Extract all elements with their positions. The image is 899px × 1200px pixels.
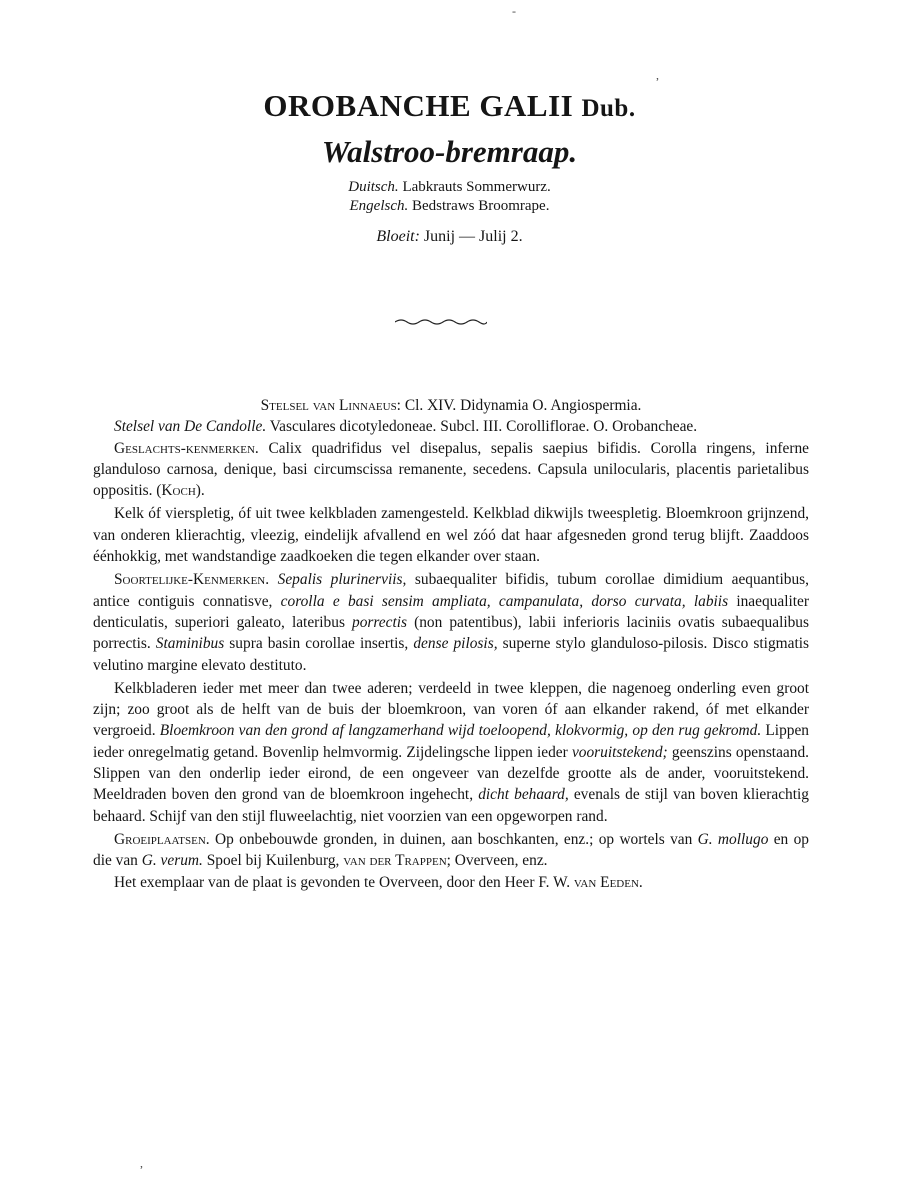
stelsel-linnaeus-label: Stelsel van Linnaeus: xyxy=(260,397,401,414)
name-german xyxy=(0,178,899,197)
stelsel-candolle-text: Vasculares dicotyledoneae. Subcl. III. Corolliflorae. O. Orobancheae. xyxy=(269,418,698,436)
groeiplaatsen-text-4: ; Overveen, enz. xyxy=(446,852,548,870)
stelsel-candolle xyxy=(93,416,809,437)
soortelijke-italic-1: Sepalis plurinerviis, xyxy=(277,571,407,589)
geslachts-kenmerken xyxy=(93,438,809,502)
soortelijke-kenmerken xyxy=(93,569,809,675)
bloei-value: Junij — Julij 2. xyxy=(423,228,523,245)
exemplaar xyxy=(93,872,809,893)
stelsel-candolle-label: Stelsel van De Candolle. xyxy=(114,418,267,436)
soortelijke-dutch-italic-1: Bloemkroon van den grond af langzamerhand wijd toeloopend, klokvormig, op den rug gekromd. xyxy=(159,722,762,740)
title-author: Dub. xyxy=(581,95,636,122)
groeiplaatsen xyxy=(93,829,809,872)
page-title xyxy=(0,88,899,124)
groeiplaatsen-label: Groeiplaatsen. xyxy=(114,830,210,848)
stray-mark-top: - xyxy=(512,4,516,18)
groeiplaatsen-person: van der Trappen xyxy=(343,852,447,870)
soortelijke-label: Soortelijke-Kenmerken. xyxy=(114,571,270,589)
geslachts-text: Calix quadrifidus vel disepalus, sepalis saepius bifidis. Corolla ringens, inferne glanduloso carnosa, denique, basi circumscissa remanente, secedens. Capsula unilocularis, placentis parietalibus oppositis. ( xyxy=(93,439,809,500)
groeiplaatsen-text-1: Op onbebouwde gronden, in duinen, aan boschkanten, enz.; op wortels van xyxy=(214,830,698,848)
geslachts-dutch xyxy=(93,503,809,567)
geslachts-label: Geslachts-kenmerken. xyxy=(114,439,259,457)
soortelijke-italic-4: Staminibus xyxy=(155,635,225,653)
description-body xyxy=(93,395,809,893)
lang-label-german: Duitsch. xyxy=(348,179,399,195)
exemplaar-close: . xyxy=(638,873,643,891)
groeiplaatsen-italic-2: G. verum. xyxy=(141,852,203,870)
groeiplaatsen-italic-1: G. mollugo xyxy=(697,830,769,848)
soortelijke-dutch-italic-3: dicht behaard, xyxy=(478,786,569,804)
title-genus-species: OROBANCHE GALII xyxy=(263,88,574,123)
ornament-flourish xyxy=(395,318,487,326)
soortelijke-italic-5: dense pilosis, xyxy=(413,635,498,653)
stray-mark-bottom: , xyxy=(140,1156,143,1170)
groeiplaatsen-text-3: Spoel bij Kuilenburg, xyxy=(202,852,344,870)
name-german-text: Labkrauts Sommerwurz. xyxy=(402,179,551,195)
soortelijke-italic-3: porrectis xyxy=(352,613,408,631)
bloei-label: Bloeit: xyxy=(376,228,420,245)
name-english xyxy=(0,197,899,216)
soortelijke-dutch xyxy=(93,678,809,827)
stelsel-linnaeus xyxy=(93,395,809,416)
soortelijke-dutch-text-1: Kelkbladeren ieder met meer dan twee aderen; verdeeld in twee kleppen, die nagenoeg onderling even groot zijn; zoo groot als de helft van de buis der bloemkroon, van voren óf aan elkander rakend, óf met elkander vergroeid. xyxy=(93,679,809,740)
soortelijke-text-3: (non patentibus), labii inferioris laciniis ovatis subaequalibus porrectis. xyxy=(93,613,809,653)
geslachts-close: ). xyxy=(195,482,205,500)
lang-label-english: Engelsch. xyxy=(349,198,409,214)
groeiplaatsen-text-2: en op die van xyxy=(93,830,809,870)
soortelijke-dutch-text-4: evenals de stijl van boven klierachtig behaard. Schijf van den stijl fluweelachtig, niet voorzien van een opgeworpen rand. xyxy=(93,786,809,825)
name-english-text: Bedstraws Broomrape. xyxy=(412,198,550,214)
soortelijke-dutch-italic-2: vooruitstekend; xyxy=(571,743,668,761)
soortelijke-italic-2: corolla e basi sensim ampliata, campanulata, dorso curvata, labiis xyxy=(280,592,729,610)
soortelijke-text-2: inaequaliter denticulatis, superiori galeato, lateribus xyxy=(93,592,809,631)
stray-mark-right: , xyxy=(656,68,659,82)
soortelijke-text-5: superne stylo glanduloso-pilosis. Disco stigmatis velutino margine elevato destituto. xyxy=(93,635,809,674)
flowering-period xyxy=(0,228,899,246)
soortelijke-dutch-text-3: geenszins openstaand. Slippen van den onderlip ieder eirond, de een ongeveer van dezelfde grootte als de ander, vooruitstekend. Meeldraden boven den grond van de bloemkroon ingehecht, xyxy=(93,743,809,804)
geslachts-dutch-text: Kelk óf vierspletig, óf uit twee kelkbladen zamengesteld. Kelkblad dikwijls tweespletig. Bloemkroon grijnzend, van onderen klierachtig, vleezig, eindelijk afvallend en wel zóó dat haar afgesneden grond terug blijft. Zaaddoos éénhokkig, met wandstandige zaadkoeken die tegen elkander over staan. xyxy=(93,505,809,566)
geslachts-koch: Koch xyxy=(161,482,196,500)
soortelijke-dutch-text-2: Lippen ieder onregelmatig getand. Bovenlip helmvormig. Zijdelingsche lippen ieder xyxy=(93,722,809,761)
exemplaar-text: Het exemplaar van de plaat is gevonden te Overveen, door den Heer F. W. xyxy=(114,873,574,891)
soortelijke-text-1: subaequaliter bifidis, tubum corollae dimidium aequantibus, antice contiguis connatisve, xyxy=(93,571,809,610)
soortelijke-text-4: supra basin corollae insertis, xyxy=(224,635,414,653)
stelsel-linnaeus-text: Cl. XIV. Didynamia O. Angiospermia. xyxy=(404,397,642,414)
common-names xyxy=(0,178,899,216)
exemplaar-person: van Eeden xyxy=(573,873,639,891)
page-subtitle: Walstroo-bremraap. xyxy=(321,134,578,169)
